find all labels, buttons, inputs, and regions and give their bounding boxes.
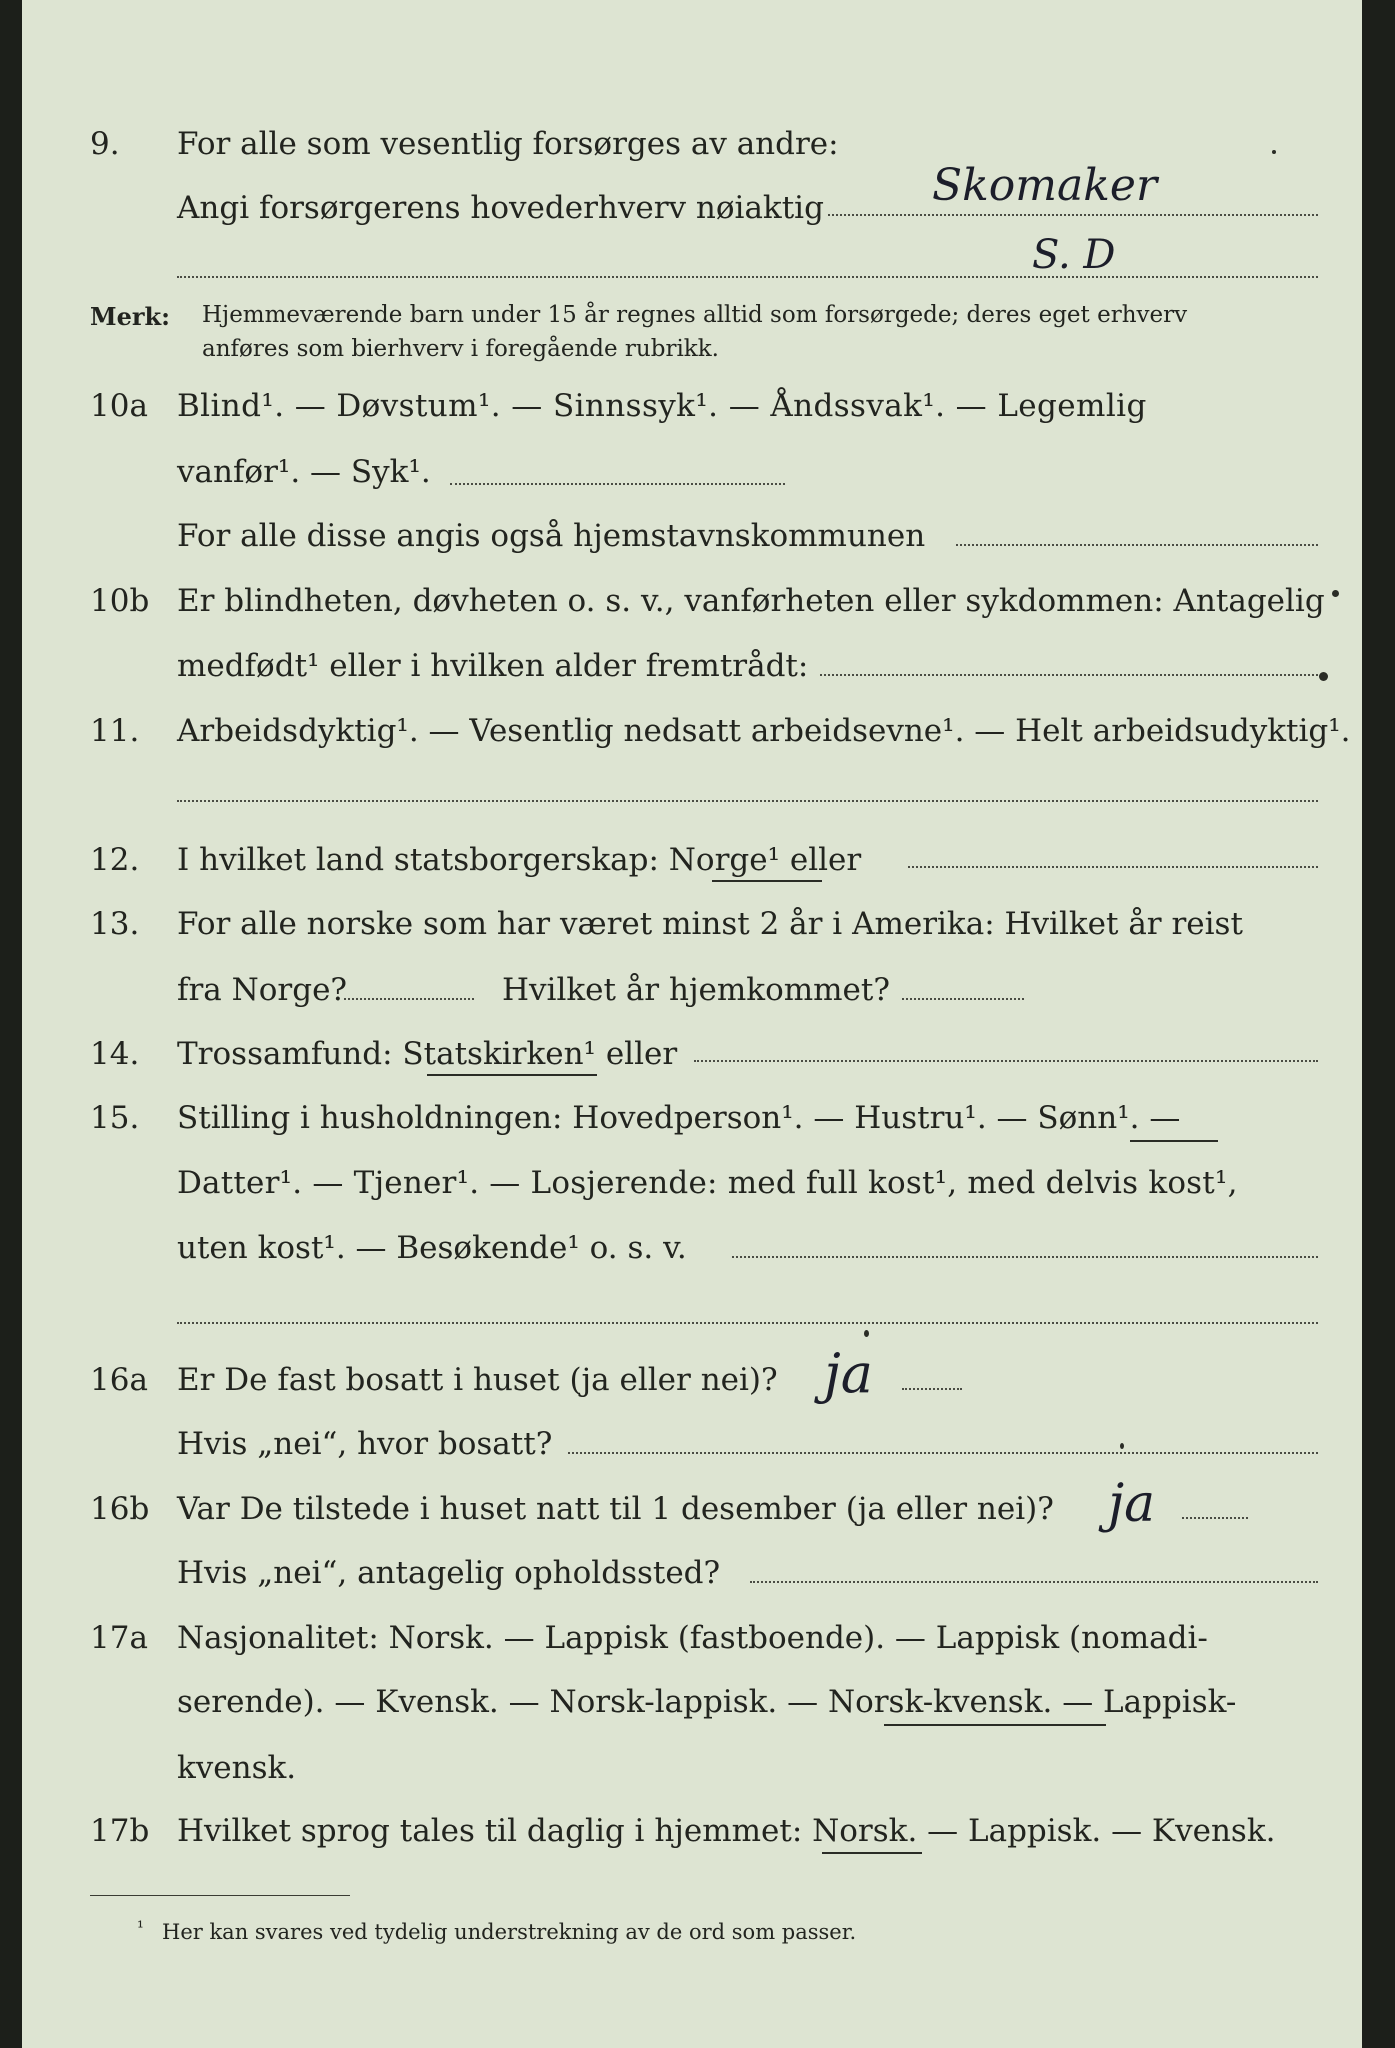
q10b-line1: Er blindheten, døvheten o. s. v., vanførheten eller sykdommen: Antagelig bbox=[177, 583, 1325, 619]
q16b-line2: Hvis „nei“, antagelig opholdssted? bbox=[177, 1555, 721, 1591]
q15-answer-line-1 bbox=[732, 1256, 1318, 1258]
norsk-language-underline bbox=[822, 1852, 922, 1854]
q17a-number: 17a bbox=[90, 1620, 148, 1656]
merk-line1: Hjemmeværende barn under 15 år regnes alltid som forsørgede; deres eget erhverv bbox=[202, 302, 1188, 328]
q10b-number: 10b bbox=[90, 583, 150, 619]
q16a-number: 16a bbox=[90, 1362, 148, 1398]
q13-hjemkommet-answer-line bbox=[902, 998, 1024, 1000]
q14-line1: Trossamfund: Statskirken¹ eller bbox=[177, 1036, 678, 1072]
q10a-line1: Blind¹. — Døvstum¹. — Sinnssyk¹. — Åndssvak¹. — Legemlig bbox=[177, 388, 1147, 424]
q17b-line1: Hvilket sprog tales til daglig i hjemmet: Norsk. — Lappisk. — Kvensk. bbox=[177, 1813, 1276, 1849]
footnote-mark: ¹ bbox=[137, 1918, 144, 1938]
q13-line1: For alle norske som har været minst 2 år i Amerika: Hvilket år reist bbox=[177, 906, 1243, 942]
sonn-underline bbox=[1130, 1140, 1218, 1142]
q12-number: 12. bbox=[90, 842, 140, 878]
q10b-line2: medfødt¹ eller i hvilken alder fremtrådt: bbox=[177, 648, 809, 684]
q17a-line1: Nasjonalitet: Norsk. — Lappisk (fastboende). — Lappisk (nomadi- bbox=[177, 1620, 1208, 1656]
q9-line1: For alle som vesentlig forsørges av andre: bbox=[177, 126, 839, 162]
q11-answer-line bbox=[177, 800, 1318, 802]
q9-answer-line-1 bbox=[828, 214, 1318, 216]
q10b-answer-line bbox=[820, 674, 1318, 676]
q10a-answer-line-2 bbox=[956, 544, 1318, 546]
q9-line2: Angi forsørgerens hovederhverv nøiaktig bbox=[177, 190, 824, 226]
q16a-bosatt-answer-line bbox=[568, 1452, 1318, 1454]
ink-mark bbox=[1332, 590, 1339, 597]
ink-mark bbox=[1272, 150, 1276, 154]
q10a-number: 10a bbox=[90, 388, 148, 424]
q15-line2: Datter¹. — Tjener¹. — Losjerende: med full kost¹, med delvis kost¹, bbox=[177, 1165, 1238, 1201]
q16b-handwritten-answer: ja bbox=[1108, 1474, 1156, 1534]
q10a-line2: vanfør¹. — Syk¹. bbox=[177, 454, 431, 490]
ink-mark bbox=[1319, 672, 1328, 681]
q16b-line1: Var De tilstede i huset natt til 1 desember (ja eller nei)? bbox=[177, 1491, 1054, 1527]
q16b-answer-line bbox=[1182, 1517, 1248, 1519]
footnote-text: Her kan svares ved tydelig understrekning av de ord som passer. bbox=[162, 1920, 857, 1944]
q14-number: 14. bbox=[90, 1036, 140, 1072]
q9-number: 9. bbox=[90, 126, 120, 162]
q11-line1: Arbeidsdyktig¹. — Vesentlig nedsatt arbeidsevne¹. — Helt arbeidsudyktig¹. bbox=[177, 713, 1351, 749]
q14-answer-line bbox=[694, 1060, 1318, 1062]
q17b-number: 17b bbox=[90, 1813, 150, 1849]
q15-answer-line-2 bbox=[177, 1322, 1318, 1324]
ink-mark bbox=[864, 1330, 869, 1337]
q16a-handwritten-answer: ja bbox=[824, 1342, 873, 1405]
q13-number: 13. bbox=[90, 906, 140, 942]
ink-mark bbox=[1120, 1443, 1124, 1449]
q16a-line1: Er De fast bosatt i huset (ja eller nei)? bbox=[177, 1362, 778, 1398]
q10a-line3: For alle disse angis også hjemstavnskommunen bbox=[177, 518, 926, 554]
norsk-kvensk-underline bbox=[884, 1724, 1106, 1726]
q9-answer-line-2 bbox=[177, 276, 1318, 278]
q15-number: 15. bbox=[90, 1100, 140, 1136]
census-form-page bbox=[22, 0, 1362, 2048]
scan-border-right bbox=[1389, 0, 1395, 2048]
q11-number: 11. bbox=[90, 713, 140, 749]
q16b-number: 16b bbox=[90, 1491, 150, 1527]
q17a-line2: serende). — Kvensk. — Norsk-lappisk. — Norsk-kvensk. — Lappisk- bbox=[177, 1684, 1237, 1720]
footnote-rule bbox=[90, 1895, 350, 1896]
q15-line1: Stilling i husholdningen: Hovedperson¹. — Hustru¹. — Sønn¹. — bbox=[177, 1100, 1181, 1136]
q12-answer-line bbox=[908, 866, 1318, 868]
q10a-answer-line-1 bbox=[450, 483, 785, 485]
merk-label: Merk: bbox=[90, 302, 170, 331]
q12-line1: I hvilket land statsborgerskap: Norge¹ eller bbox=[177, 842, 862, 878]
q13-line2a: fra Norge? bbox=[177, 972, 348, 1008]
q13-reist-answer-line bbox=[344, 998, 474, 1000]
q16a-answer-line bbox=[902, 1388, 962, 1390]
norge-underline bbox=[712, 880, 822, 882]
q17a-line3: kvensk. bbox=[177, 1750, 297, 1786]
q16a-line2: Hvis „nei“, hvor bosatt? bbox=[177, 1426, 553, 1462]
q16b-opholdssted-answer-line bbox=[750, 1581, 1318, 1583]
statskirken-underline bbox=[427, 1074, 597, 1076]
q9-handwritten-answer-2: S. D bbox=[1032, 232, 1116, 278]
q9-handwritten-answer: Skomaker bbox=[932, 160, 1157, 211]
merk-line2: anføres som bierhverv i foregående rubrikk. bbox=[202, 336, 719, 362]
q15-line3: uten kost¹. — Besøkende¹ o. s. v. bbox=[177, 1230, 687, 1266]
q13-line2b: Hvilket år hjemkommet? bbox=[502, 972, 890, 1008]
